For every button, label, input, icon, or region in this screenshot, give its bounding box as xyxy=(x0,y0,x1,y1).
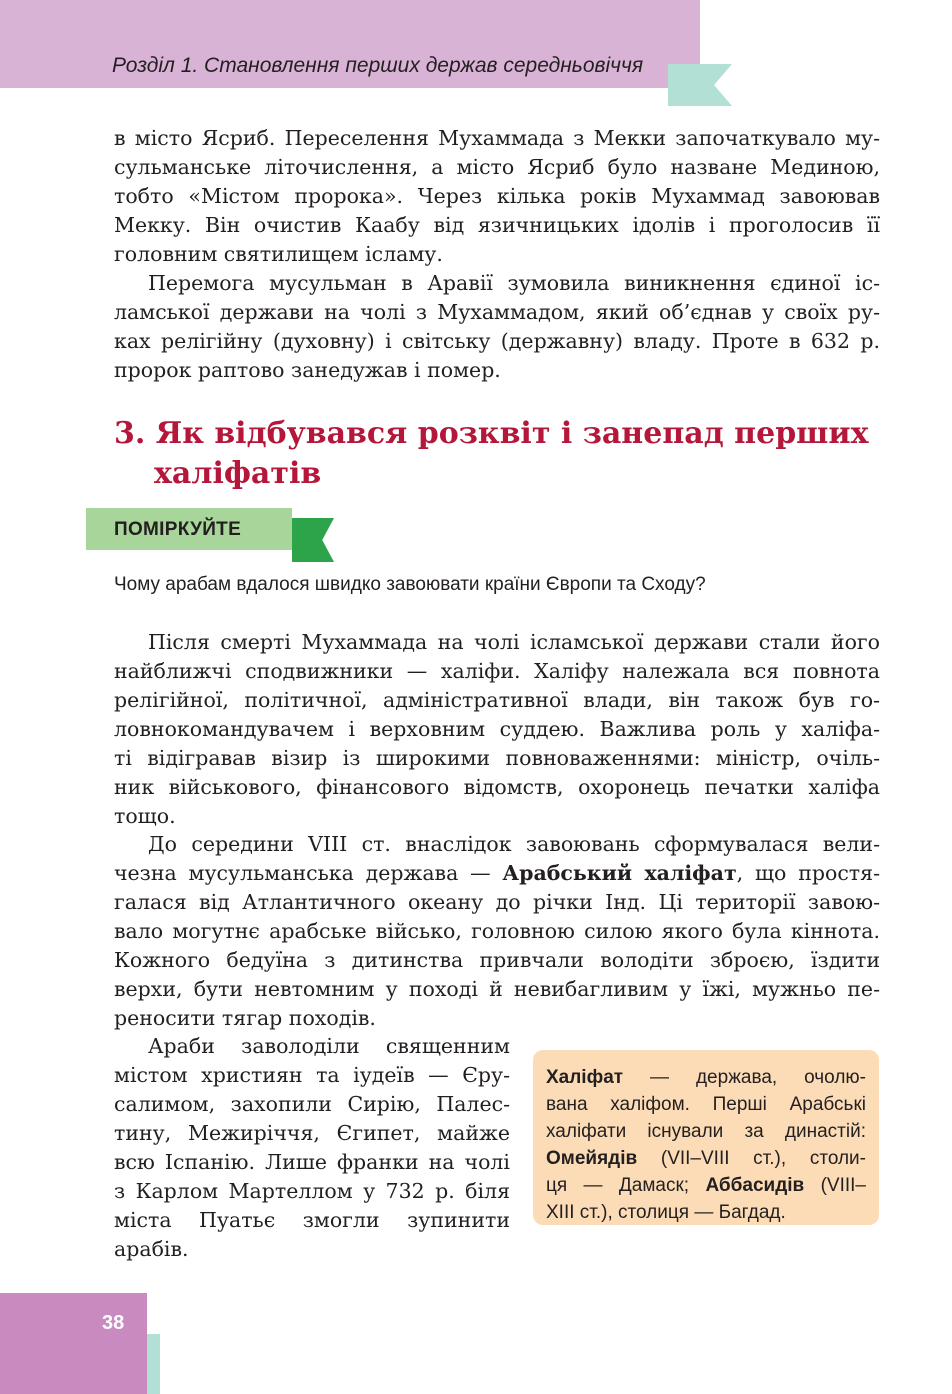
text-line: Перемога мусульман в Аравії зумовила виникнення єдиної іс- xyxy=(148,271,880,295)
header-ribbon-decoration xyxy=(668,64,732,106)
text-line: Мекку. Він очистив Каабу від язичницьких ідолів і проголосив її xyxy=(114,213,880,237)
text-line: салимом, захопили Сирію, Палес- xyxy=(114,1092,510,1116)
text-line: ті відігравав візир із широкими повноваженнями: міністр, очіль- xyxy=(114,746,880,770)
paragraph-2 xyxy=(114,269,880,385)
text-line: ця — Дамаск; Аббасидів (VIII– xyxy=(546,1175,866,1196)
text-line: арабів. xyxy=(114,1237,189,1261)
text-line: вана халіфом. Перші Арабські xyxy=(546,1094,866,1115)
definition-term: Халіфат xyxy=(546,1067,624,1088)
text-line: ловнокомандувачем і верховним суддею. Важлива роль у халіфа- xyxy=(114,717,880,741)
text-line: До середини VIII ст. внаслідок завоювань сформувалася вели- xyxy=(148,832,880,856)
text-line: ламської держави на чолі з Мухаммадом, який об’єднав у своїх ру- xyxy=(114,300,880,324)
text-line: всю Іспанію. Лише франки на чолі xyxy=(114,1150,510,1174)
text-line: XIII ст.), столиця — Багдад. xyxy=(546,1202,786,1223)
page-number-tab xyxy=(0,1293,147,1394)
think-ribbon-decoration xyxy=(292,518,334,562)
think-question: Чому арабам вдалося швидко завоювати країни Європи та Сходу? xyxy=(114,574,706,595)
text-line: сульманське літочислення, а місто Ясриб було назване Мединою, xyxy=(114,155,880,179)
paragraph-3 xyxy=(114,628,880,831)
paragraph-5 xyxy=(114,1032,510,1264)
text-line: містом християн та іудеїв — Єру- xyxy=(114,1063,510,1087)
section-heading xyxy=(114,414,874,494)
paragraph-1 xyxy=(114,124,880,269)
text-line: тобто «Містом пророка». Через кілька років Мухаммад завоював xyxy=(114,184,880,208)
think-label: ПОМІРКУЙТЕ xyxy=(114,519,242,540)
page-tab-accent xyxy=(147,1334,160,1394)
paragraph-4 xyxy=(114,830,880,1033)
text-line: реносити тягар походів. xyxy=(114,1006,376,1030)
dynasty-umayyad: Омейядів xyxy=(546,1148,638,1169)
text-line: релігійної, політичної, адміністративної влади, він також був го- xyxy=(114,688,880,712)
text-line: головним святилищем ісламу. xyxy=(114,242,443,266)
text-line: пророк раптово занедужав і помер. xyxy=(114,358,501,382)
dynasty-abbasid: Аббасидів xyxy=(705,1175,805,1196)
text-line: ках релігійну (духовну) і світську (державну) владу. Проте в 632 р. xyxy=(114,329,880,353)
text-line: верхи, бути невтомним у поході й невибагливим у їжі, мужньо пе- xyxy=(114,977,880,1001)
section-heading-line-1: 3. Як відбувався розквіт і занепад перших xyxy=(114,416,869,451)
text-line: галася від Атлантичного океану до річки Інд. Ці території завою- xyxy=(114,890,880,914)
text-line: з Карлом Мартеллом у 732 р. біля xyxy=(114,1179,510,1203)
text-line: тину, Межиріччя, Єгипет, майже xyxy=(114,1121,510,1145)
page-number: 38 xyxy=(102,1312,125,1334)
text-line: Кожного бедуїна з дитинства привчали володіти зброєю, їздити xyxy=(114,948,880,972)
chapter-title: Розділ 1. Становлення перших держав середньовіччя xyxy=(112,54,644,77)
text-line: Араби заволоділи священним xyxy=(148,1034,510,1058)
text-line: Халіфат — держава, очолю- xyxy=(546,1067,866,1088)
text-line: ник військового, фінансового відомств, охоронець печатки халіфа xyxy=(114,775,880,799)
definition-text xyxy=(546,1064,866,1226)
text-line: чезна мусульманська держава — Арабський халіфат, що простя- xyxy=(114,861,880,885)
text-line: Омейядів (VII–VIII ст.), столи- xyxy=(546,1148,866,1169)
text-line: найближчі сподвижники — халіфи. Халіфу належала вся повнота xyxy=(114,659,880,683)
text-line: вало могутнє арабське військо, головною силою якого була кіннота. xyxy=(114,919,880,943)
text-line: міста Пуатьє змогли зупинити xyxy=(114,1208,510,1232)
text-line: халіфати існували за династій: xyxy=(546,1121,866,1142)
section-heading-line-2: халіфатів xyxy=(154,456,322,491)
term-arab-caliphate: Арабський халіфат xyxy=(502,861,737,885)
text-line: в місто Ясриб. Переселення Мухаммада з Мекки започаткувало му- xyxy=(114,126,880,150)
text-line: Після смерті Мухаммада на чолі ісламської держави стали його xyxy=(148,630,880,654)
text-line: тощо. xyxy=(114,804,176,828)
